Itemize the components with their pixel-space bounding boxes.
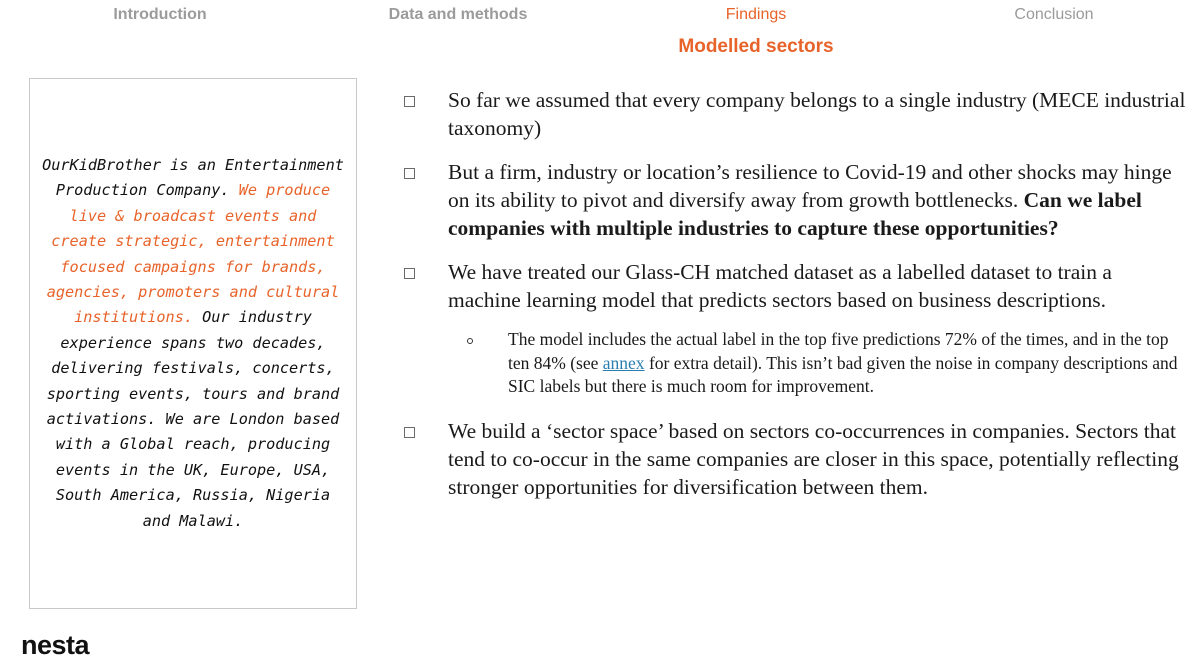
annex-link[interactable]: annex: [602, 352, 645, 373]
nav-item-conclusion[interactable]: Conclusion: [1014, 6, 1094, 23]
bullet-text: We build a ‘sector space’ based on sectors co-occurrences in companies. Sectors that tend to co-occur in the same companies are closer in this space, potentially reflecting stronger opportunities for diversification between them.: [448, 418, 1179, 499]
nav-item-introduction[interactable]: Introduction: [113, 6, 207, 23]
bullet-text: We have treated our Glass-CH matched dataset as a labelled dataset to train a machine learning model that predicts sectors based on business descriptions.: [448, 260, 1112, 312]
bullet-bold-question: Can we label companies with multiple industries to capture these opportunities?: [448, 188, 1142, 240]
section-subtitle: Modelled sectors: [678, 36, 834, 57]
description-part-3: Our industry experience spans two decades, delivering festivals, concerts, sporting events, tours and brand activations. We are London based with a Global reach, producing events in the UK, Europe, USA, South America, Russia, Nigeria and Malawi.: [46, 308, 340, 530]
description-part-1: OurKidBrother is an Entertainment Production Company.: [42, 155, 344, 200]
bullet-item: [400, 86, 1190, 142]
square-bullet-icon: [404, 427, 415, 438]
sub-bullet-text: The model includes the actual label in the top five predictions 72% of the times, and in the top ten 84% (see: [508, 329, 1169, 373]
description-highlight: We produce live & broadcast events and create strategic, entertainment focused campaigns for brands, agencies, promoters and cultural institutions.: [46, 181, 340, 327]
sub-bullet-text-end: for extra detail). This isn’t bad given the noise in company descriptions and SIC labels but there is much room for improvement.: [508, 352, 1178, 396]
bullet-text: But a firm, industry or location’s resilience to Covid-19 and other shocks may hinge on its ability to pivot and diversify away from growth bottlenecks.: [448, 160, 1172, 212]
nav-item-findings[interactable]: Findings: [725, 6, 787, 23]
square-bullet-icon: [404, 96, 415, 107]
company-description-text: [40, 153, 346, 534]
bullet-list: [400, 86, 1190, 517]
section-nav: [0, 6, 1200, 28]
bullet-text: So far we assumed that every company belongs to a single industry (MECE industrial taxonomy): [448, 88, 1186, 140]
nav-item-data-and-methods[interactable]: Data and methods: [388, 6, 528, 23]
bullet-item: [400, 258, 1190, 314]
square-bullet-icon: [404, 268, 415, 279]
circle-bullet-icon: [467, 338, 473, 344]
nesta-logo: nesta: [21, 630, 90, 660]
company-description-box: [29, 78, 357, 609]
bullet-item: [400, 417, 1190, 501]
square-bullet-icon: [404, 168, 415, 179]
sub-bullet-item: [400, 328, 1190, 399]
bullet-item: [400, 158, 1190, 242]
